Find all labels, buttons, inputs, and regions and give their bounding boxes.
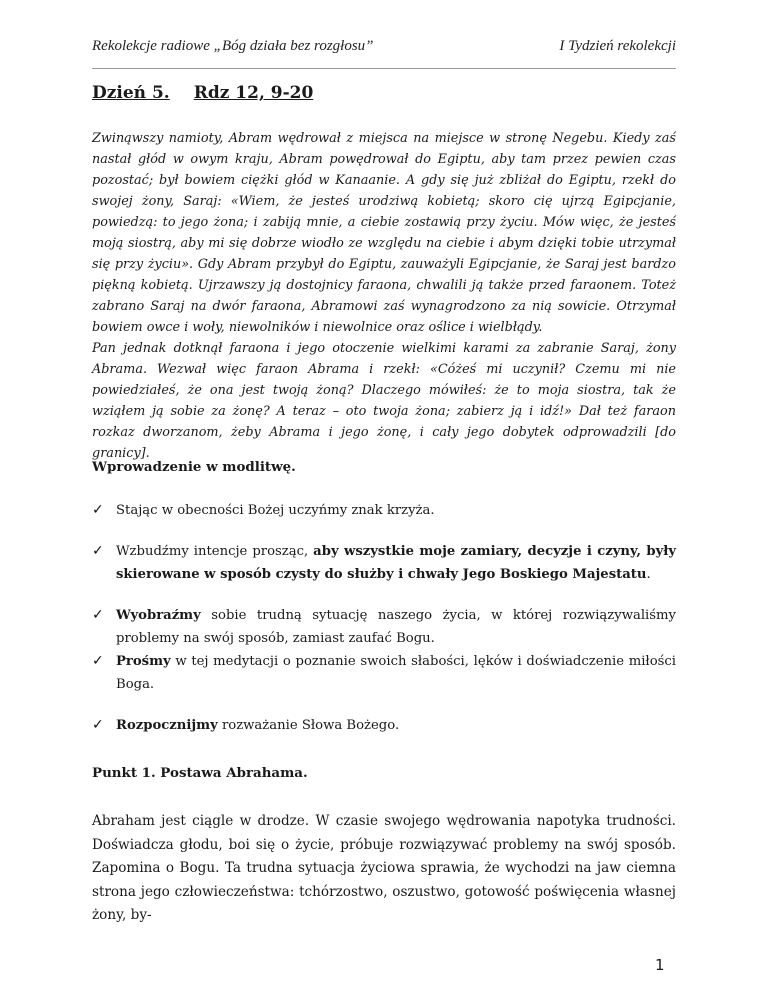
scripture-paragraph-2: Pan jednak dotknął faraona i jego otoczenie wielkimi karami za zabranie Saraj, żony Abrama. Wezwał więc faraon Abrama i rzekł: «Cóżeś mi uczynił? Czemu mi nie powiedziałeś, że ona jest twoją żoną? Dlaczego mówiłeś: że to moja siostra, tak że wziąłem ją sobie za żonę? A teraz – oto twoja żona; zabierz ją i idź!» Dał też faraon rozkaz dworzanom, żeby Abrama i jego żonę, i cały jego dobytek odprowadzili [do granicy]. (92, 341, 676, 461)
checkmark-icon: ✓ (92, 653, 104, 669)
scripture-text (92, 128, 676, 464)
checkmark-icon: ✓ (92, 607, 104, 623)
checklist-item: ✓ Wzbudźmy intencje prosząc, aby wszystkie moje zamiary, decyzje i czyny, były skierowane w sposób czysty do służby i chwały Jego Boskiego Majestatu. (92, 540, 676, 586)
day-label: Dzień 5. (92, 83, 170, 103)
header-divider (92, 68, 676, 69)
page-number: 1 (655, 956, 665, 974)
running-header (92, 38, 676, 55)
intro-heading: Wprowadzenie w modlitwę. (92, 459, 296, 475)
checkmark-icon: ✓ (92, 717, 104, 733)
checklist-item: ✓ Rozpocznijmy rozważanie Słowa Bożego. (92, 714, 676, 737)
scripture-reference: Rdz 12, 9-20 (193, 83, 314, 103)
checklist-item: ✓ Stając w obecności Bożej uczyńmy znak krzyża. (92, 499, 676, 522)
day-title (92, 83, 313, 103)
checkmark-icon: ✓ (92, 502, 104, 518)
checkmark-icon: ✓ (92, 543, 104, 559)
point-heading: Punkt 1. Postawa Abrahama. (92, 765, 308, 781)
intro-checklist (92, 499, 676, 737)
scripture-paragraph-1: Zwinąwszy namioty, Abram wędrował z miejsca na miejsce w stronę Negebu. Kiedy zaś nastał głód w owym kraju, Abram powędrował do Egiptu, aby tam przez pewien czas pozostać; był bowiem ciężki głód w Kanaanie. A gdy się już zbliżał do Egiptu, rzekł do swojej żony, Saraj: «Wiem, że jesteś urodziwą kobietą; skoro cię ujrzą Egipcjanie, powiedzą: to jego żona; i zabiją mnie, a ciebie zostawią przy życiu. Mów więc, że jesteś moją siostrą, aby mi się dobrze wiodło ze względu na ciebie i abym dzięki tobie utrzymał się przy życiu». Gdy Abram przybył do Egiptu, zauważyli Egipcjanie, że Saraj jest bardzo piękną kobietą. Ujrzawszy ją dostojnicy faraona, chwalili ją także przed faraonem. Toteż zabrano Saraj na dwór faraona, Abramowi zaś wynagrodzono za nią sowicie. Otrzymał bowiem owce i woły, niewolników i niewolnice oraz oślice i wielbłądy. (92, 131, 676, 335)
point-text: Abraham jest ciągle w drodze. W czasie swojego wędrowania napotyka trudności. Doświadcza głodu, boi się o życie, próbuje rozwiązywać problemy na swój sposób. Zapomina o Bogu. Ta trudna sytuacja życiowa sprawia, że wychodzi na jaw ciemna strona jego człowieczeństwa: tchórzostwo, oszustwo, gotowość poświęcenia własnej żony, by- (92, 813, 676, 923)
checklist-item: ✓ Prośmy w tej medytacji o poznanie swoich słabości, lęków i doświadczenie miłości Boga. (92, 650, 676, 696)
checklist-item: ✓ Wyobraźmy sobie trudną sytuację naszego życia, w której rozwiązywaliśmy problemy na swój sposób, zamiast zaufać Bogu. (92, 604, 676, 650)
header-right-title: I Tydzień rekolekcji (559, 38, 676, 54)
header-left-title: Rekolekcje radiowe „Bóg działa bez rozgłosu” (92, 38, 374, 54)
